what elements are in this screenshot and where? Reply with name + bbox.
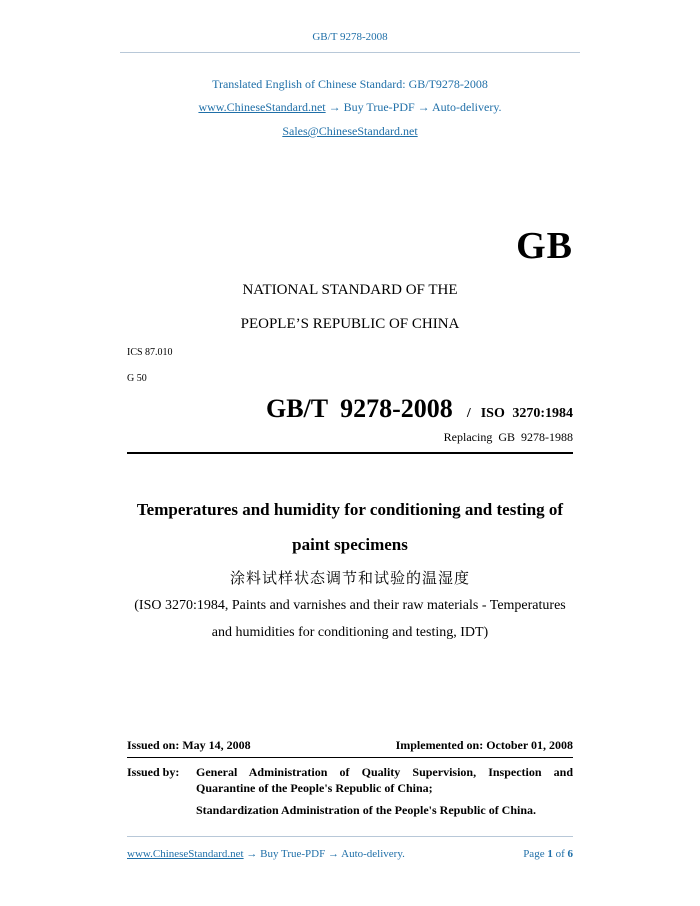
implemented-on-date: Implemented on: October 01, 2008 — [395, 738, 573, 752]
arrow-icon: → — [246, 848, 258, 860]
iso-reference-line2: and humidities for conditioning and testing, IDT) — [211, 625, 489, 640]
auto-delivery-text: Auto-delivery. — [432, 100, 502, 114]
ccs-code: G 50 — [127, 373, 147, 384]
promo-links-row — [0, 100, 700, 115]
page-current: 1 — [547, 848, 553, 860]
national-standard-line1: NATIONAL STANDARD OF THE — [242, 282, 458, 298]
iso-reference-line1: (ISO 3270:1984, Paints and varnishes and their raw materials - Temperatures — [134, 598, 566, 613]
replacing-note: Replacing GB 9278-1988 — [443, 430, 573, 444]
title-line1: Temperatures and humidity for conditioning and testing of — [136, 500, 564, 519]
standard-number: GB/T 9278-2008 — [265, 394, 453, 423]
issuer-line3: Standardization Administration of the People's Republic of China. — [196, 803, 537, 817]
code-separator: / — [466, 406, 471, 421]
national-standard-line2: PEOPLE’S REPUBLIC OF CHINA — [240, 316, 460, 332]
footer-site-link[interactable]: www.ChineseStandard.net — [127, 848, 244, 860]
gb-mark: GB — [516, 225, 573, 267]
buy-pdf-text: Buy True-PDF — [343, 100, 415, 114]
translation-notice: Translated English of Chinese Standard: GB/T9278-2008 — [212, 77, 488, 91]
standard-code-line — [266, 394, 573, 424]
header-divider — [120, 52, 580, 53]
page-label: Page — [523, 848, 545, 860]
issued-on-date: Issued on: May 14, 2008 — [127, 738, 251, 752]
arrow-icon: → — [327, 848, 339, 860]
arrow-icon: → — [328, 100, 341, 114]
page-counter — [523, 848, 573, 860]
issue-divider — [127, 757, 573, 758]
header-standard-code: GB/T 9278-2008 — [312, 31, 388, 43]
sales-email-link[interactable]: Sales@ChineseStandard.net — [282, 124, 418, 138]
footer-divider — [127, 836, 573, 837]
arrow-icon: → — [417, 100, 430, 114]
email-row — [0, 124, 700, 139]
ics-code: ICS 87.010 — [127, 347, 173, 358]
page-of: of — [555, 848, 565, 860]
iso-equivalent: ISO 3270:1984 — [480, 406, 573, 421]
title-line2: paint specimens — [292, 535, 408, 554]
footer-links-row — [127, 848, 405, 860]
footer-buy-text: Buy True-PDF — [260, 848, 326, 860]
issuer-line2: Quarantine of the People's Republic of China; — [196, 781, 433, 795]
chinese-title: 涂料试样状态调节和试验的温湿度 — [229, 569, 470, 587]
footer-delivery-text: Auto-delivery. — [341, 848, 405, 860]
issued-by-label: Issued by: — [127, 765, 180, 779]
page-total: 6 — [567, 848, 573, 860]
issuer-line1: General Administration of Quality Supervision, Inspection and — [196, 765, 573, 779]
main-divider — [127, 452, 573, 454]
site-link[interactable]: www.ChineseStandard.net — [198, 100, 326, 114]
